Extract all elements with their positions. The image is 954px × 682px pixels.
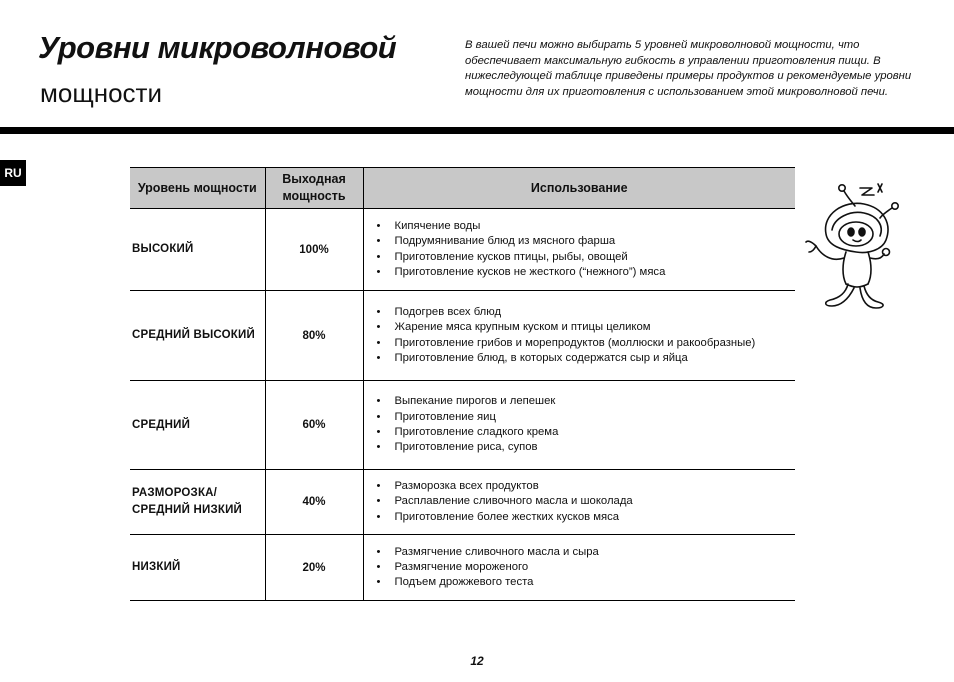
page-subtitle: мощности [40, 78, 162, 108]
table-row [130, 470, 795, 535]
row-output: 40% [265, 470, 363, 535]
row-level: НИЗКИЙ [130, 535, 265, 601]
intro-paragraph: В вашей печи можно выбирать 5 уровней микроволновой мощности, что обеспечивает максимальную гибкость в управлении приготовления пищи. В нижеследующей таблице приведены примеры продуктов и рекомендуемые уровни мощности для их приготовления с использованием этой микроволновой печи. [465, 39, 912, 98]
row-level: ВЫСОКИЙ [130, 209, 265, 291]
use-item: • Подрумянивание блюд из мясного фарша [395, 234, 796, 249]
header-level: Уровень мощности [130, 168, 265, 209]
header-divider [0, 127, 954, 134]
row-uses [363, 535, 795, 601]
page-number: 12 [470, 654, 484, 668]
use-item: • Приготовление кусков не жесткого (“нежного”) мяса [395, 265, 796, 280]
use-item: • Жарение мяса крупным куском и птицы целиком [395, 320, 796, 335]
header-use: Использование [363, 168, 795, 209]
power-levels-table [130, 167, 795, 601]
row-uses [363, 291, 795, 381]
row-output: 60% [265, 381, 363, 470]
table-header-row [130, 168, 795, 209]
use-item: • Подъем дрожжевого теста [395, 575, 796, 590]
use-item: • Выпекание пирогов и лепешек [395, 394, 796, 409]
language-tab: RU [0, 160, 26, 186]
table-row [130, 291, 795, 381]
use-item: • Размягчение сливочного масла и сыра [395, 545, 796, 560]
row-uses [363, 209, 795, 291]
row-level: СРЕДНИЙ ВЫСОКИЙ [130, 291, 265, 381]
row-output: 80% [265, 291, 363, 381]
mascot-illustration [798, 180, 918, 312]
use-item: • Приготовление грибов и морепродуктов (моллюски и ракообразные) [395, 336, 796, 351]
row-level: СРЕДНИЙ [130, 381, 265, 470]
table-row [130, 381, 795, 470]
use-item: • Приготовление сладкого крема [395, 425, 796, 440]
row-output: 100% [265, 209, 363, 291]
row-uses [363, 470, 795, 535]
use-item: • Приготовление риса, супов [395, 440, 796, 455]
use-item: • Приготовление яиц [395, 410, 796, 425]
use-item: • Расплавление сливочного масла и шоколада [395, 494, 796, 509]
row-uses [363, 381, 795, 470]
page-title: Уровни микроволновой [38, 30, 397, 65]
use-item: • Подогрев всех блюд [395, 305, 796, 320]
use-item: • Кипячение воды [395, 219, 796, 234]
table-row [130, 535, 795, 601]
header-output: Выходная мощность [265, 168, 363, 209]
use-item: • Приготовление блюд, в которых содержатся сыр и яйца [395, 351, 796, 366]
use-item: • Разморозка всех продуктов [395, 479, 796, 494]
table-row [130, 209, 795, 291]
row-output: 20% [265, 535, 363, 601]
row-level: РАЗМОРОЗКА/ СРЕДНИЙ НИЗКИЙ [130, 470, 265, 535]
use-item: • Приготовление кусков птицы, рыбы, овощей [395, 250, 796, 265]
use-item: • Приготовление более жестких кусков мяса [395, 510, 796, 525]
use-item: • Размягчение мороженого [395, 560, 796, 575]
